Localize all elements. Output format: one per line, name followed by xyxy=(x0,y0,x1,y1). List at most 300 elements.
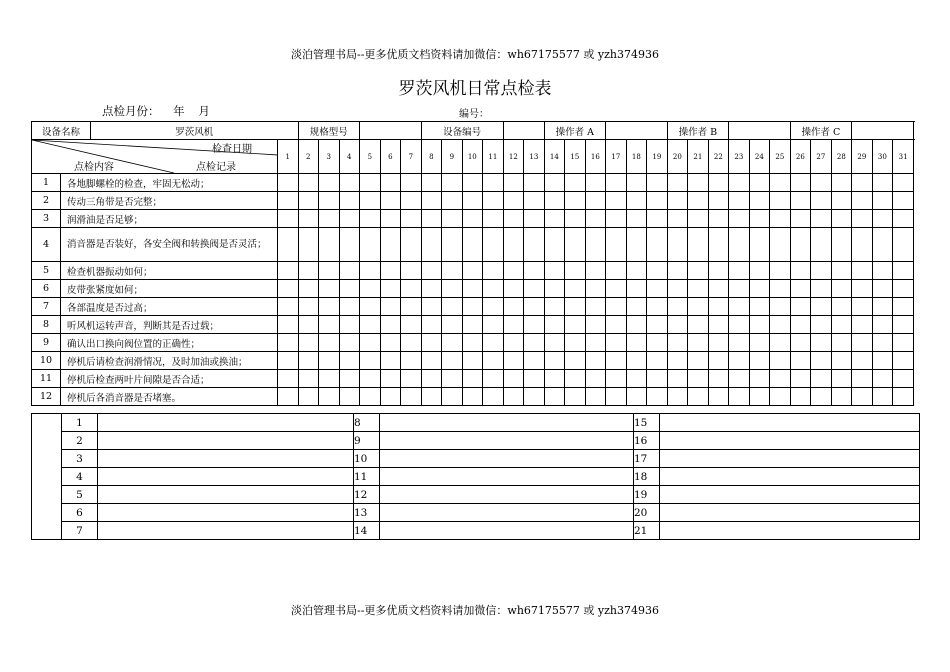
check-cell[interactable] xyxy=(503,316,524,334)
check-cell[interactable] xyxy=(606,316,627,334)
check-cell[interactable] xyxy=(708,352,729,370)
check-cell[interactable] xyxy=(565,174,586,192)
check-cell[interactable] xyxy=(544,334,565,352)
check-cell[interactable] xyxy=(852,280,873,298)
check-cell[interactable] xyxy=(790,228,811,262)
check-cell[interactable] xyxy=(831,316,852,334)
check-cell[interactable] xyxy=(893,298,914,316)
check-cell[interactable] xyxy=(729,174,750,192)
check-cell[interactable] xyxy=(524,370,545,388)
check-cell[interactable] xyxy=(893,228,914,262)
check-cell[interactable] xyxy=(421,228,442,262)
check-cell[interactable] xyxy=(544,262,565,280)
check-cell[interactable] xyxy=(831,262,852,280)
check-cell[interactable] xyxy=(524,192,545,210)
check-cell[interactable] xyxy=(524,316,545,334)
check-cell[interactable] xyxy=(585,334,606,352)
check-cell[interactable] xyxy=(483,352,504,370)
check-cell[interactable] xyxy=(688,388,709,406)
check-cell[interactable] xyxy=(278,298,299,316)
check-cell[interactable] xyxy=(339,352,360,370)
check-cell[interactable] xyxy=(585,370,606,388)
check-cell[interactable] xyxy=(585,298,606,316)
check-cell[interactable] xyxy=(770,280,791,298)
check-cell[interactable] xyxy=(647,388,668,406)
check-cell[interactable] xyxy=(360,262,381,280)
check-cell[interactable] xyxy=(831,388,852,406)
check-cell[interactable] xyxy=(872,210,893,228)
check-cell[interactable] xyxy=(811,280,832,298)
check-cell[interactable] xyxy=(790,280,811,298)
check-cell[interactable] xyxy=(749,370,770,388)
check-cell[interactable] xyxy=(893,174,914,192)
check-cell[interactable] xyxy=(688,334,709,352)
check-cell[interactable] xyxy=(319,210,340,228)
check-cell[interactable] xyxy=(524,388,545,406)
check-cell[interactable] xyxy=(483,316,504,334)
check-cell[interactable] xyxy=(421,352,442,370)
check-cell[interactable] xyxy=(606,370,627,388)
check-cell[interactable] xyxy=(872,174,893,192)
check-cell[interactable] xyxy=(442,388,463,406)
check-cell[interactable] xyxy=(565,192,586,210)
record-entry-cell[interactable] xyxy=(660,504,920,522)
check-cell[interactable] xyxy=(626,352,647,370)
check-cell[interactable] xyxy=(585,192,606,210)
check-cell[interactable] xyxy=(401,192,422,210)
check-cell[interactable] xyxy=(278,370,299,388)
check-cell[interactable] xyxy=(872,192,893,210)
check-cell[interactable] xyxy=(811,262,832,280)
check-cell[interactable] xyxy=(360,370,381,388)
check-cell[interactable] xyxy=(462,174,483,192)
check-cell[interactable] xyxy=(872,316,893,334)
check-cell[interactable] xyxy=(565,280,586,298)
check-cell[interactable] xyxy=(278,334,299,352)
check-cell[interactable] xyxy=(544,210,565,228)
check-cell[interactable] xyxy=(667,210,688,228)
check-cell[interactable] xyxy=(606,228,627,262)
check-cell[interactable] xyxy=(421,334,442,352)
check-cell[interactable] xyxy=(729,334,750,352)
check-cell[interactable] xyxy=(811,334,832,352)
check-cell[interactable] xyxy=(298,316,319,334)
check-cell[interactable] xyxy=(442,280,463,298)
check-cell[interactable] xyxy=(442,262,463,280)
check-cell[interactable] xyxy=(647,316,668,334)
check-cell[interactable] xyxy=(667,370,688,388)
record-entry-cell[interactable] xyxy=(98,504,354,522)
check-cell[interactable] xyxy=(360,388,381,406)
record-entry-cell[interactable] xyxy=(98,486,354,504)
check-cell[interactable] xyxy=(339,228,360,262)
check-cell[interactable] xyxy=(565,334,586,352)
check-cell[interactable] xyxy=(544,316,565,334)
check-cell[interactable] xyxy=(339,388,360,406)
check-cell[interactable] xyxy=(339,316,360,334)
check-cell[interactable] xyxy=(811,210,832,228)
check-cell[interactable] xyxy=(606,174,627,192)
check-cell[interactable] xyxy=(442,298,463,316)
check-cell[interactable] xyxy=(667,334,688,352)
check-cell[interactable] xyxy=(524,228,545,262)
check-cell[interactable] xyxy=(852,228,873,262)
check-cell[interactable] xyxy=(401,262,422,280)
check-cell[interactable] xyxy=(729,228,750,262)
check-cell[interactable] xyxy=(503,210,524,228)
check-cell[interactable] xyxy=(544,192,565,210)
record-entry-cell[interactable] xyxy=(380,504,634,522)
check-cell[interactable] xyxy=(770,228,791,262)
check-cell[interactable] xyxy=(544,388,565,406)
check-cell[interactable] xyxy=(503,280,524,298)
spec-value[interactable] xyxy=(360,122,422,140)
check-cell[interactable] xyxy=(606,298,627,316)
check-cell[interactable] xyxy=(729,280,750,298)
check-cell[interactable] xyxy=(852,352,873,370)
check-cell[interactable] xyxy=(503,334,524,352)
check-cell[interactable] xyxy=(483,192,504,210)
check-cell[interactable] xyxy=(319,262,340,280)
record-entry-cell[interactable] xyxy=(380,414,634,432)
check-cell[interactable] xyxy=(647,210,668,228)
check-cell[interactable] xyxy=(360,352,381,370)
check-cell[interactable] xyxy=(503,192,524,210)
check-cell[interactable] xyxy=(565,352,586,370)
check-cell[interactable] xyxy=(790,262,811,280)
check-cell[interactable] xyxy=(401,174,422,192)
check-cell[interactable] xyxy=(319,280,340,298)
check-cell[interactable] xyxy=(872,370,893,388)
check-cell[interactable] xyxy=(585,316,606,334)
check-cell[interactable] xyxy=(360,174,381,192)
check-cell[interactable] xyxy=(380,388,401,406)
check-cell[interactable] xyxy=(852,262,873,280)
check-cell[interactable] xyxy=(462,262,483,280)
check-cell[interactable] xyxy=(360,316,381,334)
check-cell[interactable] xyxy=(647,334,668,352)
check-cell[interactable] xyxy=(626,370,647,388)
check-cell[interactable] xyxy=(339,298,360,316)
check-cell[interactable] xyxy=(749,228,770,262)
check-cell[interactable] xyxy=(319,352,340,370)
check-cell[interactable] xyxy=(483,228,504,262)
record-entry-cell[interactable] xyxy=(380,432,634,450)
check-cell[interactable] xyxy=(647,174,668,192)
check-cell[interactable] xyxy=(544,352,565,370)
record-entry-cell[interactable] xyxy=(660,522,920,540)
check-cell[interactable] xyxy=(872,298,893,316)
check-cell[interactable] xyxy=(790,192,811,210)
check-cell[interactable] xyxy=(626,174,647,192)
record-entry-cell[interactable] xyxy=(98,414,354,432)
check-cell[interactable] xyxy=(298,334,319,352)
check-cell[interactable] xyxy=(462,298,483,316)
record-entry-cell[interactable] xyxy=(380,450,634,468)
check-cell[interactable] xyxy=(831,228,852,262)
check-cell[interactable] xyxy=(708,280,729,298)
record-entry-cell[interactable] xyxy=(98,450,354,468)
check-cell[interactable] xyxy=(688,316,709,334)
operator-b-value[interactable] xyxy=(729,122,791,140)
check-cell[interactable] xyxy=(462,192,483,210)
check-cell[interactable] xyxy=(319,192,340,210)
check-cell[interactable] xyxy=(442,316,463,334)
check-cell[interactable] xyxy=(852,298,873,316)
check-cell[interactable] xyxy=(524,174,545,192)
check-cell[interactable] xyxy=(872,280,893,298)
record-entry-cell[interactable] xyxy=(380,522,634,540)
check-cell[interactable] xyxy=(380,370,401,388)
check-cell[interactable] xyxy=(278,388,299,406)
check-cell[interactable] xyxy=(360,334,381,352)
check-cell[interactable] xyxy=(811,352,832,370)
check-cell[interactable] xyxy=(298,388,319,406)
check-cell[interactable] xyxy=(278,210,299,228)
check-cell[interactable] xyxy=(606,352,627,370)
check-cell[interactable] xyxy=(626,210,647,228)
check-cell[interactable] xyxy=(647,192,668,210)
check-cell[interactable] xyxy=(503,228,524,262)
check-cell[interactable] xyxy=(339,262,360,280)
check-cell[interactable] xyxy=(585,210,606,228)
check-cell[interactable] xyxy=(770,352,791,370)
check-cell[interactable] xyxy=(893,370,914,388)
check-cell[interactable] xyxy=(421,174,442,192)
check-cell[interactable] xyxy=(729,352,750,370)
check-cell[interactable] xyxy=(688,174,709,192)
check-cell[interactable] xyxy=(565,370,586,388)
check-cell[interactable] xyxy=(708,316,729,334)
check-cell[interactable] xyxy=(708,192,729,210)
check-cell[interactable] xyxy=(278,262,299,280)
check-cell[interactable] xyxy=(544,370,565,388)
check-cell[interactable] xyxy=(688,370,709,388)
check-cell[interactable] xyxy=(380,280,401,298)
check-cell[interactable] xyxy=(565,262,586,280)
check-cell[interactable] xyxy=(667,228,688,262)
check-cell[interactable] xyxy=(893,388,914,406)
check-cell[interactable] xyxy=(688,280,709,298)
check-cell[interactable] xyxy=(483,174,504,192)
check-cell[interactable] xyxy=(401,280,422,298)
check-cell[interactable] xyxy=(319,316,340,334)
check-cell[interactable] xyxy=(339,280,360,298)
check-cell[interactable] xyxy=(544,298,565,316)
check-cell[interactable] xyxy=(380,316,401,334)
check-cell[interactable] xyxy=(380,262,401,280)
check-cell[interactable] xyxy=(688,352,709,370)
check-cell[interactable] xyxy=(811,316,832,334)
check-cell[interactable] xyxy=(421,388,442,406)
check-cell[interactable] xyxy=(278,228,299,262)
check-cell[interactable] xyxy=(667,192,688,210)
check-cell[interactable] xyxy=(278,352,299,370)
record-entry-cell[interactable] xyxy=(660,432,920,450)
check-cell[interactable] xyxy=(749,280,770,298)
check-cell[interactable] xyxy=(790,388,811,406)
check-cell[interactable] xyxy=(585,228,606,262)
check-cell[interactable] xyxy=(503,352,524,370)
record-entry-cell[interactable] xyxy=(380,468,634,486)
check-cell[interactable] xyxy=(852,316,873,334)
check-cell[interactable] xyxy=(626,316,647,334)
check-cell[interactable] xyxy=(524,352,545,370)
check-cell[interactable] xyxy=(708,262,729,280)
check-cell[interactable] xyxy=(872,334,893,352)
check-cell[interactable] xyxy=(298,210,319,228)
check-cell[interactable] xyxy=(770,334,791,352)
check-cell[interactable] xyxy=(893,352,914,370)
check-cell[interactable] xyxy=(565,210,586,228)
check-cell[interactable] xyxy=(401,316,422,334)
check-cell[interactable] xyxy=(770,370,791,388)
check-cell[interactable] xyxy=(544,280,565,298)
check-cell[interactable] xyxy=(831,334,852,352)
check-cell[interactable] xyxy=(852,388,873,406)
check-cell[interactable] xyxy=(339,192,360,210)
check-cell[interactable] xyxy=(749,334,770,352)
check-cell[interactable] xyxy=(278,280,299,298)
check-cell[interactable] xyxy=(852,370,873,388)
check-cell[interactable] xyxy=(626,262,647,280)
check-cell[interactable] xyxy=(749,316,770,334)
check-cell[interactable] xyxy=(708,388,729,406)
device-no-value[interactable] xyxy=(503,122,544,140)
check-cell[interactable] xyxy=(770,174,791,192)
check-cell[interactable] xyxy=(524,334,545,352)
check-cell[interactable] xyxy=(278,192,299,210)
record-entry-cell[interactable] xyxy=(380,486,634,504)
check-cell[interactable] xyxy=(749,192,770,210)
check-cell[interactable] xyxy=(524,210,545,228)
check-cell[interactable] xyxy=(298,174,319,192)
check-cell[interactable] xyxy=(729,370,750,388)
record-entry-cell[interactable] xyxy=(660,486,920,504)
check-cell[interactable] xyxy=(483,210,504,228)
check-cell[interactable] xyxy=(483,298,504,316)
check-cell[interactable] xyxy=(708,334,729,352)
check-cell[interactable] xyxy=(852,210,873,228)
check-cell[interactable] xyxy=(852,174,873,192)
check-cell[interactable] xyxy=(749,262,770,280)
check-cell[interactable] xyxy=(298,298,319,316)
check-cell[interactable] xyxy=(749,174,770,192)
check-cell[interactable] xyxy=(749,210,770,228)
check-cell[interactable] xyxy=(606,280,627,298)
check-cell[interactable] xyxy=(893,334,914,352)
check-cell[interactable] xyxy=(647,352,668,370)
check-cell[interactable] xyxy=(872,262,893,280)
check-cell[interactable] xyxy=(626,388,647,406)
check-cell[interactable] xyxy=(298,192,319,210)
check-cell[interactable] xyxy=(319,228,340,262)
check-cell[interactable] xyxy=(298,228,319,262)
check-cell[interactable] xyxy=(524,280,545,298)
check-cell[interactable] xyxy=(462,334,483,352)
check-cell[interactable] xyxy=(339,174,360,192)
check-cell[interactable] xyxy=(729,262,750,280)
record-entry-cell[interactable] xyxy=(98,522,354,540)
check-cell[interactable] xyxy=(401,334,422,352)
check-cell[interactable] xyxy=(421,370,442,388)
check-cell[interactable] xyxy=(298,280,319,298)
check-cell[interactable] xyxy=(360,192,381,210)
check-cell[interactable] xyxy=(462,370,483,388)
check-cell[interactable] xyxy=(565,316,586,334)
check-cell[interactable] xyxy=(585,280,606,298)
check-cell[interactable] xyxy=(606,192,627,210)
check-cell[interactable] xyxy=(421,262,442,280)
record-entry-cell[interactable] xyxy=(98,432,354,450)
check-cell[interactable] xyxy=(770,262,791,280)
check-cell[interactable] xyxy=(667,174,688,192)
check-cell[interactable] xyxy=(380,192,401,210)
check-cell[interactable] xyxy=(606,388,627,406)
operator-c-value[interactable] xyxy=(852,122,914,140)
operator-a-value[interactable] xyxy=(606,122,668,140)
check-cell[interactable] xyxy=(401,210,422,228)
check-cell[interactable] xyxy=(585,352,606,370)
check-cell[interactable] xyxy=(319,370,340,388)
check-cell[interactable] xyxy=(831,352,852,370)
check-cell[interactable] xyxy=(503,174,524,192)
check-cell[interactable] xyxy=(770,298,791,316)
record-entry-cell[interactable] xyxy=(660,450,920,468)
check-cell[interactable] xyxy=(667,316,688,334)
check-cell[interactable] xyxy=(790,370,811,388)
check-cell[interactable] xyxy=(380,352,401,370)
check-cell[interactable] xyxy=(421,210,442,228)
check-cell[interactable] xyxy=(688,210,709,228)
check-cell[interactable] xyxy=(401,388,422,406)
check-cell[interactable] xyxy=(442,352,463,370)
check-cell[interactable] xyxy=(831,192,852,210)
check-cell[interactable] xyxy=(626,192,647,210)
check-cell[interactable] xyxy=(893,316,914,334)
check-cell[interactable] xyxy=(872,388,893,406)
check-cell[interactable] xyxy=(647,228,668,262)
check-cell[interactable] xyxy=(442,228,463,262)
check-cell[interactable] xyxy=(667,388,688,406)
check-cell[interactable] xyxy=(298,352,319,370)
check-cell[interactable] xyxy=(462,388,483,406)
check-cell[interactable] xyxy=(647,298,668,316)
check-cell[interactable] xyxy=(667,352,688,370)
check-cell[interactable] xyxy=(626,298,647,316)
check-cell[interactable] xyxy=(360,298,381,316)
check-cell[interactable] xyxy=(872,228,893,262)
check-cell[interactable] xyxy=(278,174,299,192)
check-cell[interactable] xyxy=(729,388,750,406)
check-cell[interactable] xyxy=(811,298,832,316)
check-cell[interactable] xyxy=(462,316,483,334)
check-cell[interactable] xyxy=(893,280,914,298)
check-cell[interactable] xyxy=(729,298,750,316)
check-cell[interactable] xyxy=(319,334,340,352)
check-cell[interactable] xyxy=(442,210,463,228)
check-cell[interactable] xyxy=(421,280,442,298)
check-cell[interactable] xyxy=(585,262,606,280)
check-cell[interactable] xyxy=(462,280,483,298)
check-cell[interactable] xyxy=(893,192,914,210)
check-cell[interactable] xyxy=(852,192,873,210)
check-cell[interactable] xyxy=(790,298,811,316)
check-cell[interactable] xyxy=(401,370,422,388)
check-cell[interactable] xyxy=(339,210,360,228)
check-cell[interactable] xyxy=(483,280,504,298)
check-cell[interactable] xyxy=(565,298,586,316)
